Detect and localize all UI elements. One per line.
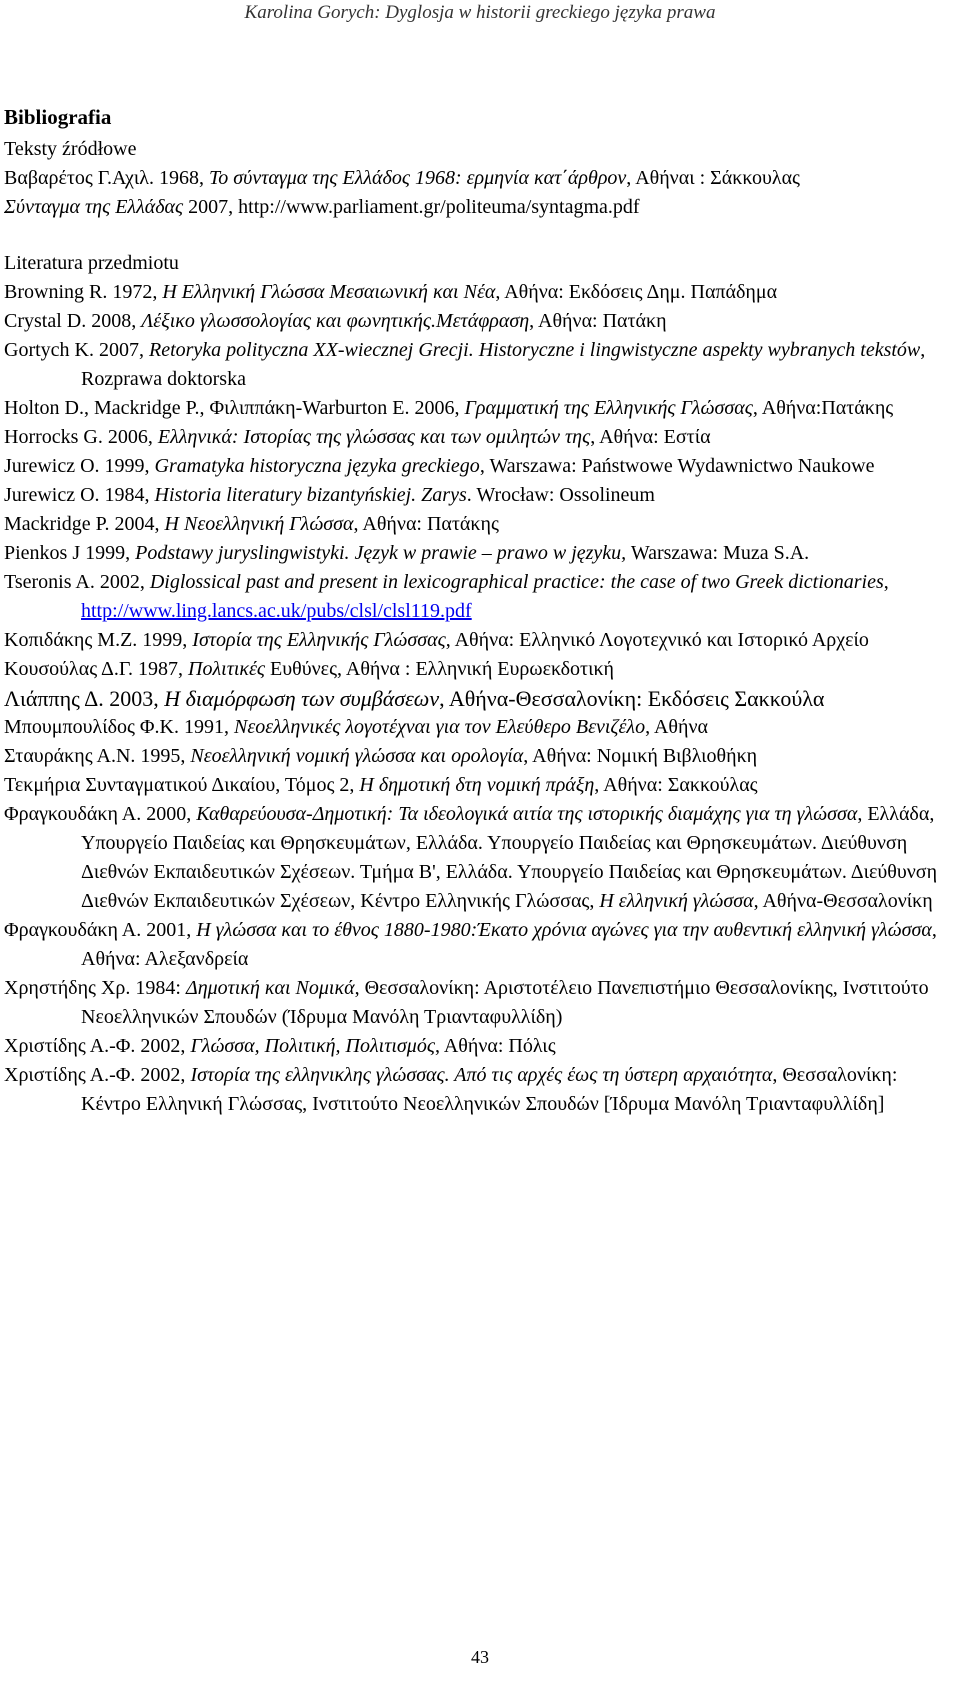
bibliography-entry: [4, 307, 952, 336]
bibliography-entry: [4, 394, 952, 423]
entry-title: Η διαμόρφωση των συμβάσεων: [164, 686, 440, 711]
entry-title: Η Ελληνική Γλώσσα Μεσαιωνική και Νέα: [162, 281, 496, 303]
entry-author: Jurewicz O. 1984,: [4, 484, 155, 506]
entry-publication: , Αθήνα: Πόλις: [434, 1035, 556, 1057]
bibliography-heading: Bibliografia: [4, 105, 112, 129]
entry-author: Χριστίδης Α.-Φ. 2002,: [4, 1035, 191, 1057]
entry-title: Ιστορία της ελληνικλης γλώσσας. Από τις αρχές έως τη ύστερη αρχαιότητα: [190, 1064, 773, 1086]
bibliography-entry: [4, 742, 952, 771]
entry-title: Σύνταγμα της Ελλάδας: [4, 196, 184, 218]
entry-publication: , Αθήνα: Ελληνικό Λογοτεχνικό και Ιστορικό Αρχείο: [445, 629, 869, 651]
entry-title: Gramatyka historyczna języka greckiego: [154, 455, 480, 477]
entry-author: Holton D., Mackridge P., Φιλιππάκη-Warburton E. 2006,: [4, 397, 465, 419]
entry-link[interactable]: http://www.ling.lancs.ac.uk/pubs/clsl/clsl119.pdf: [81, 600, 472, 622]
entry-publication: , Αθήνα-Θεσσαλονίκη: Εκδόσεις Σακκούλα: [439, 686, 825, 711]
entry-title: Η γλώσσα και το έθνος 1880-1980:Έκατο χρόνια αγώνες για την αυθεντική ελληνική γλώσσα: [196, 919, 932, 941]
bibliography-entry: [4, 336, 952, 394]
entry-publication: . Wrocław: Ossolineum: [466, 484, 655, 506]
bibliography-entry: [4, 193, 952, 222]
entry-title: Ιστορία της Ελληνικής Γλώσσας: [192, 629, 446, 651]
bibliography-entry: [4, 1061, 952, 1119]
entry-author: Φραγκουδάκη Α. 2000,: [4, 803, 197, 825]
entry-publication: , Αθήνα:Πατάκης: [752, 397, 894, 419]
entry-publication: , Αθήνα: Εκδόσεις Δημ. Παπάδημα: [495, 281, 778, 303]
entry-author: Gortych K. 2007,: [4, 339, 149, 361]
bibliography-entry: [4, 1032, 952, 1061]
entry-publication: , Αθήνα: Πατάκη: [529, 310, 667, 332]
entry-title: Η δημοτική δτη νομική πράξη: [359, 774, 595, 796]
entry-title: Retoryka polityczna XX-wiecznej Grecji. Historyczne i lingwistyczne aspekty wybranych tekstów: [148, 339, 921, 361]
entry-title: Καθαρεύουσα-Δημοτική: Τα ιδεολογικά αιτία της ιστορικής διαμάχης για τη γλώσσα: [196, 803, 858, 825]
literature-subheading: Literatura przedmiotu: [4, 252, 179, 274]
entry-title: Νεοελληνικές λογοτέχναι για τον Ελεύθερο Βενιζέλο: [234, 716, 646, 738]
entry-author: Φραγκουδάκη Α. 2001,: [4, 919, 197, 941]
bibliography-entry: [4, 684, 952, 713]
running-header: Karolina Gorych: Dyglosja w historii greckiego języka prawa: [244, 2, 716, 23]
entry-author: Pienkos J 1999,: [4, 542, 136, 564]
entry-title: Πολιτικές: [188, 658, 266, 680]
entry-title: Η Νεοελληνική Γλώσσα: [164, 513, 354, 535]
entry-publication: , Warszawa: Państwowe Wydawnictwo Naukowe: [479, 455, 875, 477]
entry-publication: Ευθύνες, Αθήνα : Ελληνική Ευρωεκδοτική: [265, 658, 614, 680]
bibliography-entry: [4, 278, 952, 307]
entry-title: Λέξικο γλωσσολογίας και φωνητικής.Μετάφραση: [141, 310, 530, 332]
bibliography-entry: [4, 626, 952, 655]
entry-author: Χρηστήδης Χρ. 1984:: [4, 977, 186, 999]
bibliography-entry: [4, 481, 952, 510]
page-number: 43: [471, 1647, 489, 1667]
entry-publication: , Αθήνα: Αλεξανδρεία: [81, 919, 937, 970]
bibliography-entry: [4, 510, 952, 539]
entry-author: Σταυράκης Α.Ν. 1995,: [4, 745, 191, 767]
bibliography-entry: [4, 800, 952, 916]
bibliography-entry: [4, 713, 952, 742]
entry-publication: , Rozprawa doktorska: [81, 339, 926, 390]
bibliography-entry: [4, 452, 952, 481]
entry-publication: ,: [883, 571, 889, 593]
entry-title: Γλώσσα, Πολιτική, Πολιτισμός: [190, 1035, 435, 1057]
entry-author: Λιάππης Δ. 2003,: [4, 686, 165, 711]
entry-publication: , Αθήνα: Πατάκης: [353, 513, 499, 535]
entry-publication: , Αθήνα-Θεσσαλονίκη: [753, 890, 933, 912]
bibliography-entry: [4, 568, 952, 626]
literature-list: [4, 278, 952, 1119]
entry-author: Χριστίδης Α.-Φ. 2002,: [4, 1064, 191, 1086]
entry-author: Κοπιδάκης Μ.Ζ. 1999,: [4, 629, 193, 651]
bibliography-section: [4, 99, 952, 1119]
entry-publication: , Αθήνα: [645, 716, 708, 738]
entry-author: Horrocks G. 2006,: [4, 426, 158, 448]
entry-author: Mackridge P. 2004,: [4, 513, 165, 535]
entry-title: Το σύνταγμα της Ελλάδος 1968: ερμηνία κατ΄άρθρον: [209, 167, 627, 189]
entry-author: Κουσούλας Δ.Γ. 1987,: [4, 658, 189, 680]
entry-title: Podstawy juryslingwistyki. Język w prawie – prawo w języku,: [135, 542, 627, 564]
entry-publication: , Αθήνα: Εστία: [590, 426, 711, 448]
sources-list: [4, 164, 952, 222]
entry-title: Diglossical past and present in lexicographical practice: the case of two Greek dictionaries: [149, 571, 884, 593]
entry-author: Τεκμήρια Συνταγματικού Δικαίου, Τόμος 2,: [4, 774, 360, 796]
entry-publication: , Ελλάδα, Υπουργείο Παιδείας και Θρησκευμάτων, Ελλάδα. Υπουργείο Παιδείας και Θρησκευμάτων. Διεύθυνση Διεθνών Εκπαιδευτικών Σχέσεων. Τμήμα Β', Ελλάδα. Υπουργείο Παιδείας και Θρησκευμάτων. Διεύθυνση Διεθνών Εκπαιδευτικών Σχέσεων, Κέντρο Ελληνικής Γλώσσας,: [81, 803, 938, 912]
entry-title: Νεοελληνική νομική γλώσσα και ορολογία: [190, 745, 524, 767]
bibliography-entry: [4, 539, 952, 568]
entry-title: Γραμματική της Ελληνικής Γλώσσας: [464, 397, 753, 419]
entry-publication: 2007, http://www.parliament.gr/politeuma/syntagma.pdf: [183, 196, 640, 218]
entry-publication: Warszawa: Muza S.A.: [626, 542, 810, 564]
bibliography-entry: [4, 974, 952, 1032]
entry-author: Μπουμπουλίδος Φ.Κ. 1991,: [4, 716, 234, 738]
entry-publication: , Αθήνα: Σακκούλας: [594, 774, 758, 796]
entry-publication: , Αθήνα: Νομική Βιβλιοθήκη: [523, 745, 758, 767]
entry-title: Ελληνικά: Ιστορίας της γλώσσας και των ομιλητών της: [157, 426, 591, 448]
entry-author: Βαβαρέτος Γ.Αχιλ. 1968,: [4, 167, 209, 189]
bibliography-entry: [4, 916, 952, 974]
entry-author: Crystal D. 2008,: [4, 310, 142, 332]
bibliography-entry: [4, 423, 952, 452]
entry-publication: , Θεσσαλονίκη: Αριστοτέλειο Πανεπιστήμιο Θεσσαλονίκης, Ινστιτούτο Νεοελληνικών Σπουδών (Ίδρυμα Μανόλη Τριανταφυλλίδη): [81, 977, 929, 1028]
bibliography-entry: [4, 164, 952, 193]
sources-subheading: Teksty źródłowe: [4, 138, 137, 160]
entry-publication: , Αθήναι : Σάκκουλας: [626, 167, 800, 189]
entry-title: Η ελληνική γλώσσα: [599, 890, 754, 912]
entry-title: Δημοτική και Νομικά: [185, 977, 355, 999]
bibliography-entry: [4, 771, 952, 800]
entry-author: Jurewicz O. 1999,: [4, 455, 155, 477]
entry-publication: , Θεσσαλονίκη: Κέντρο Ελληνική Γλώσσας, Ινστιτούτο Νεοελληνικών Σπουδών [Ίδρυμα Μανόλη Τριανταφυλλίδη]: [81, 1064, 898, 1115]
entry-title: Historia literatury bizantyńskiej. Zarys: [154, 484, 467, 506]
bibliography-entry: [4, 655, 952, 684]
entry-author: Browning R. 1972,: [4, 281, 163, 303]
entry-author: Tseronis A. 2002,: [4, 571, 150, 593]
